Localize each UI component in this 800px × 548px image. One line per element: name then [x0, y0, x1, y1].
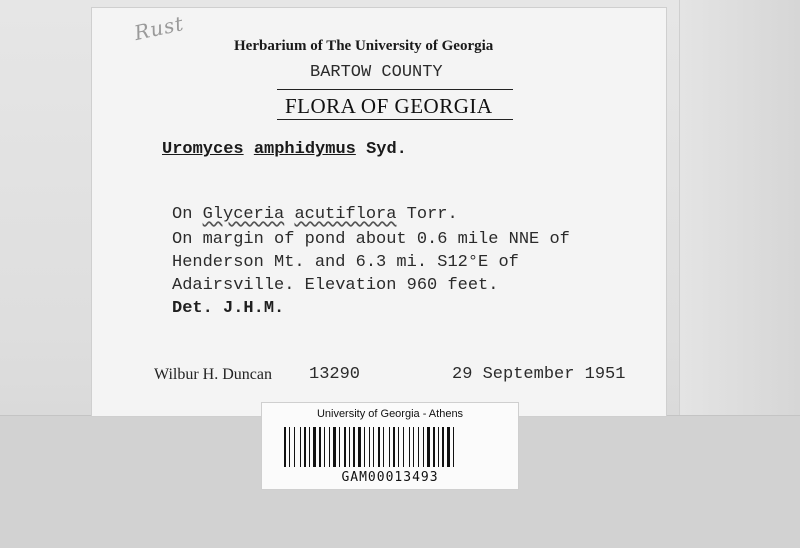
barcode-bar [393, 427, 395, 467]
host-prefix: On [172, 205, 193, 224]
locality-line: Henderson Mt. and 6.3 mi. S12°E of [172, 253, 519, 272]
barcode-bar [453, 427, 454, 467]
barcode-bar [324, 427, 325, 467]
barcode-bar [403, 427, 404, 467]
barcode-bar [438, 427, 439, 467]
barcode-bar [369, 427, 370, 467]
barcode-bar [344, 427, 346, 467]
barcode-bar [433, 427, 435, 467]
county-name: BARTOW COUNTY [310, 63, 443, 82]
collector-name: Wilbur H. Duncan [154, 366, 272, 383]
barcode-bar [329, 427, 330, 467]
determiner-line: Det. J.H.M. [172, 299, 285, 318]
flora-title: FLORA OF GEORGIA [285, 94, 493, 118]
host-genus: Glyceria [202, 205, 285, 224]
barcode-bar [442, 427, 444, 467]
taxon-epithet: amphidymus [253, 140, 356, 159]
barcode-bar [383, 427, 384, 467]
barcode-bar [447, 427, 450, 467]
barcode-bar [373, 427, 374, 467]
barcode-bar [409, 427, 410, 467]
barcode-bar [289, 427, 290, 467]
host-epithet: acutiflora [294, 205, 397, 224]
barcode-bar [309, 427, 310, 467]
barcode-bar [294, 427, 295, 467]
locality-line: On margin of pond about 0.6 mile NNE of [172, 230, 570, 249]
barcode-bar [423, 427, 424, 467]
taxon-author: Syd. [366, 140, 407, 159]
taxon-genus: Uromyces [162, 140, 244, 159]
barcode-bar [358, 427, 361, 467]
title-rule-top [277, 89, 513, 90]
barcode-bar [364, 427, 365, 467]
barcode-bar [427, 427, 430, 467]
barcode-bar [349, 427, 350, 467]
barcode-bar [418, 427, 419, 467]
barcode-number: GAM00013493 [341, 470, 439, 485]
locality-line: Adairsville. Elevation 960 feet. [172, 276, 499, 295]
barcode-bar [304, 427, 306, 467]
collection-number: 13290 [309, 365, 361, 384]
handwritten-note: Rust [132, 11, 187, 45]
barcode-bar [398, 427, 399, 467]
host-author: Torr. [406, 205, 458, 224]
title-rule-bottom [277, 119, 513, 120]
barcode-bar [339, 427, 340, 467]
collection-date: 29 September 1951 [452, 365, 626, 384]
barcode-bar [300, 427, 301, 467]
barcode-bars [284, 427, 496, 467]
barcode-label [262, 403, 518, 489]
barcode-bar [378, 427, 380, 467]
institution-title: Herbarium of The University of Georgia [234, 38, 494, 54]
barcode-bar [353, 427, 355, 467]
taxon-name [162, 140, 407, 159]
barcode-bar [333, 427, 336, 467]
barcode-bar [389, 427, 390, 467]
barcode-bar [313, 427, 316, 467]
host-line [172, 205, 458, 224]
barcode-bar [319, 427, 321, 467]
barcode-institution: University of Georgia - Athens [316, 408, 464, 420]
barcode-bar [284, 427, 286, 467]
barcode-bar [413, 427, 414, 467]
